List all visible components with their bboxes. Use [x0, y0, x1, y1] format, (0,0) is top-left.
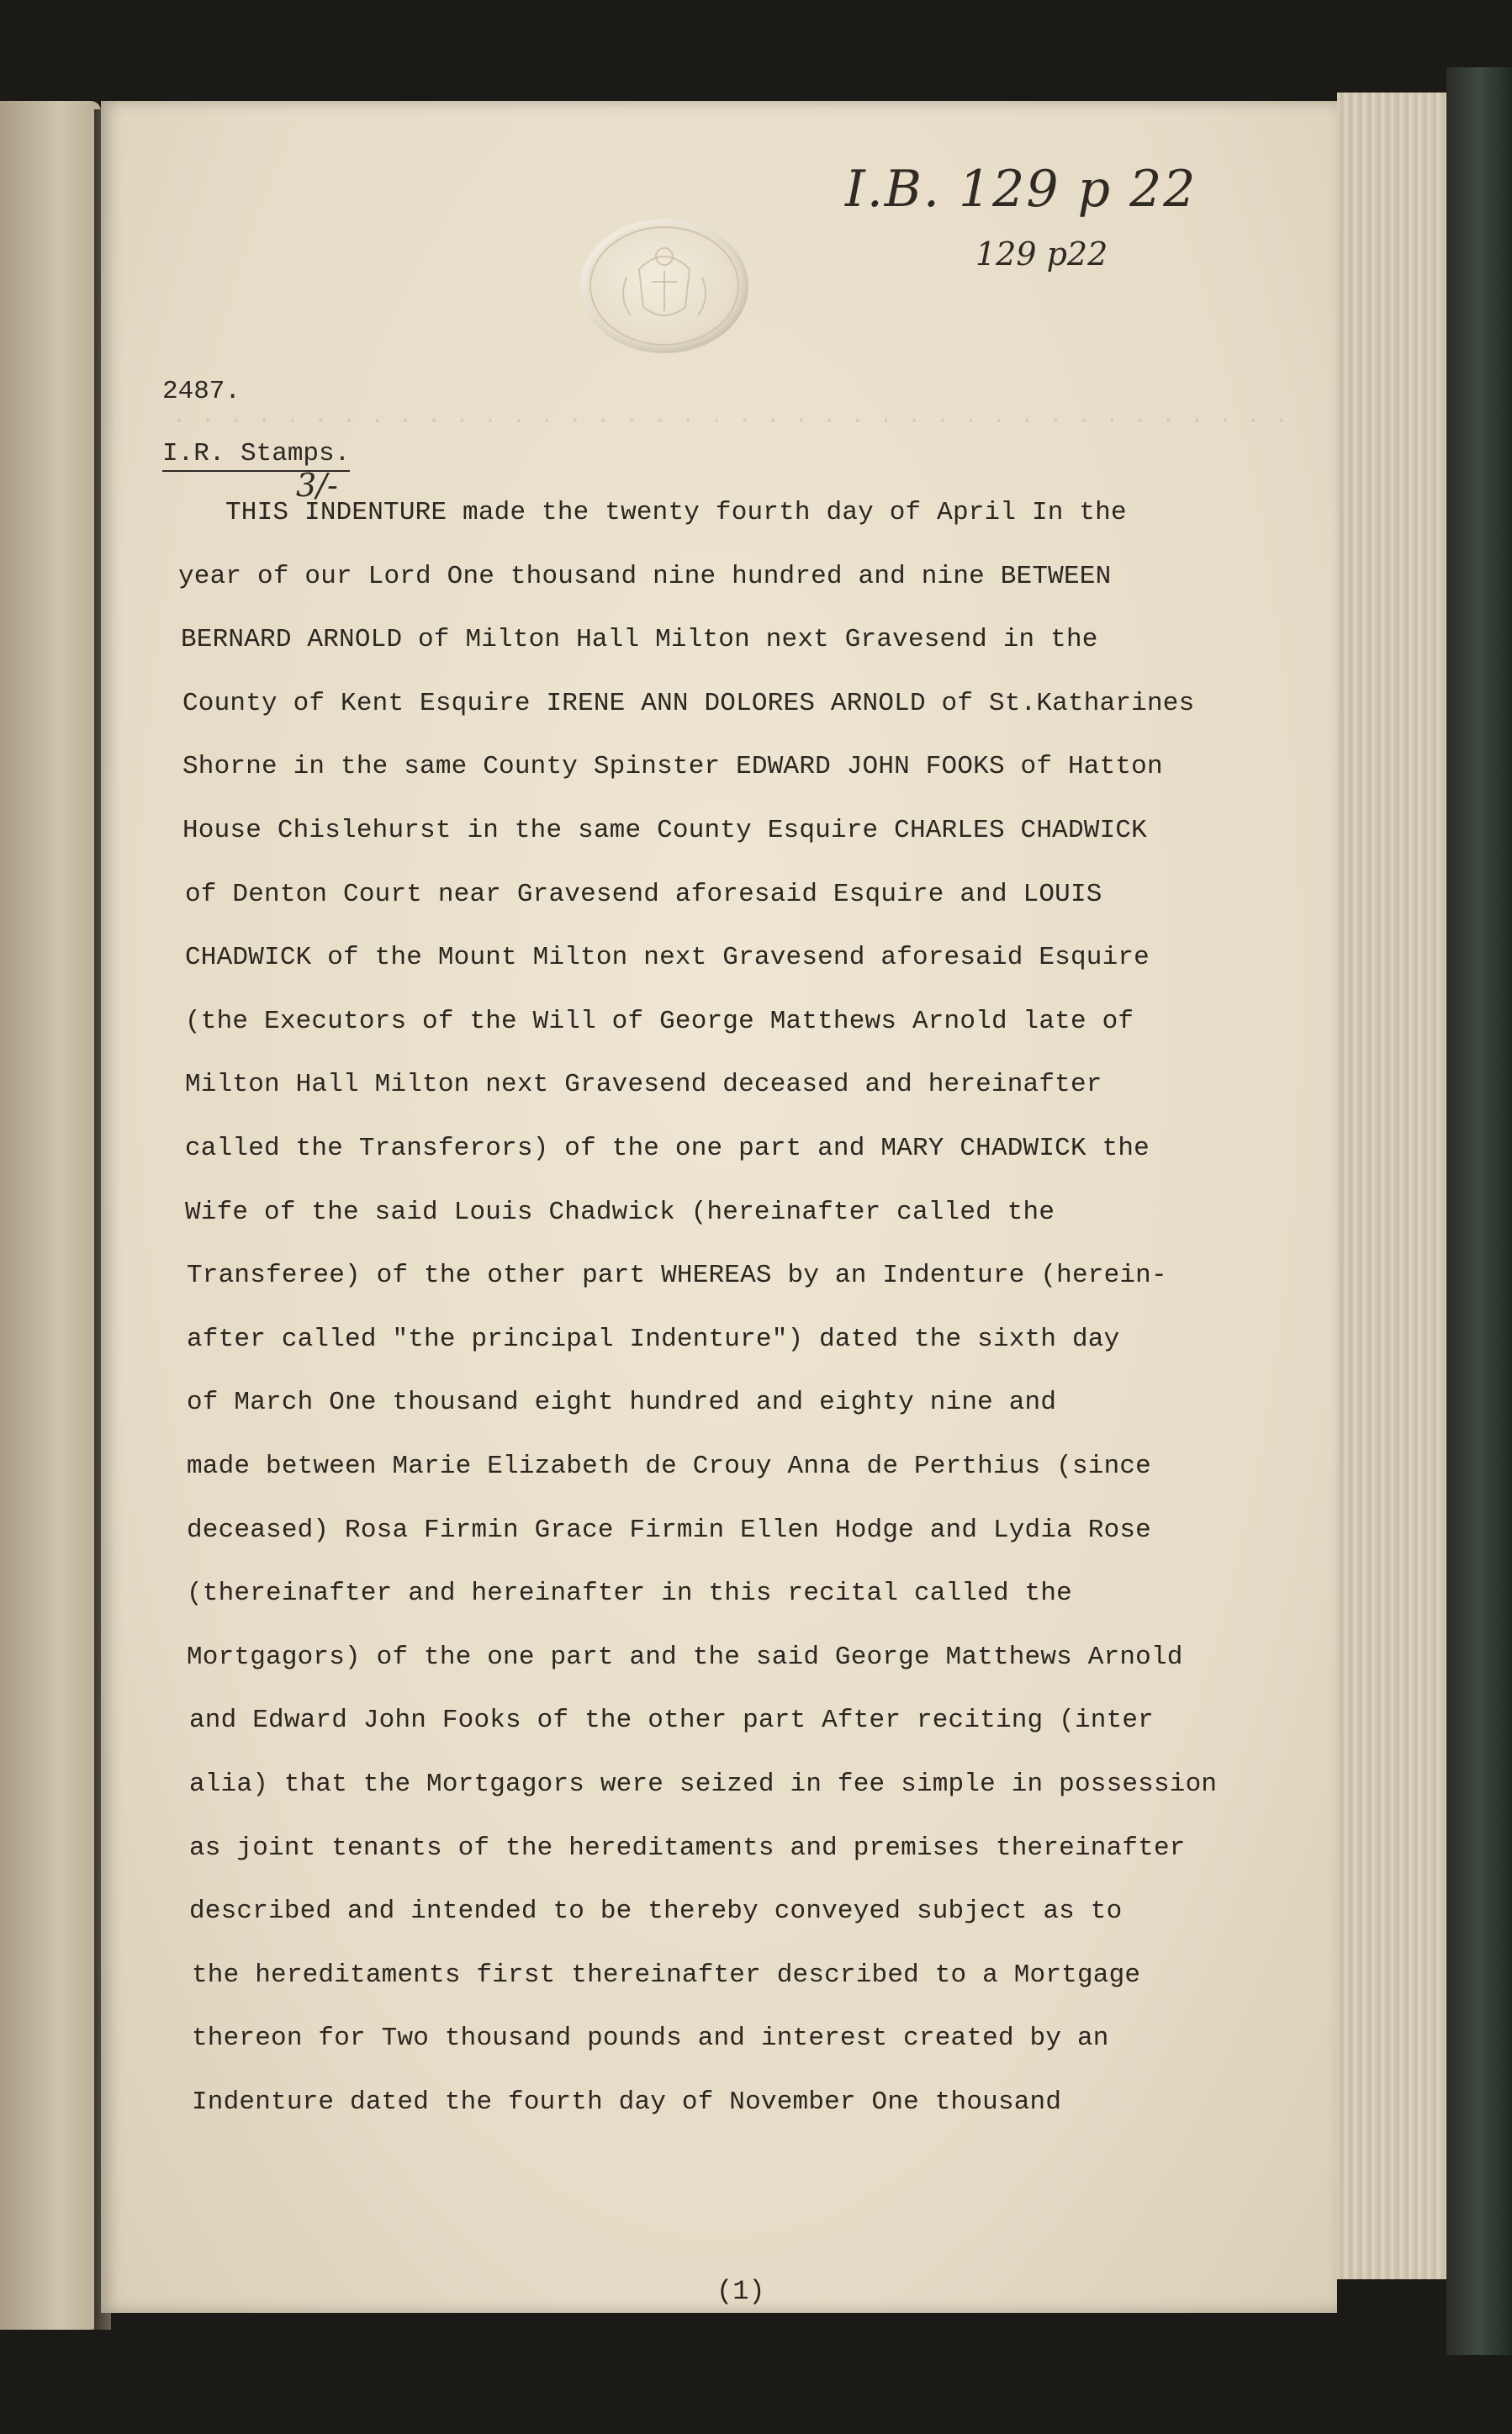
body-line: thereon for Two thousand pounds and interest created by an [192, 2024, 1109, 2053]
book-cover-edge [1446, 67, 1512, 2355]
body-line: as joint tenants of the hereditaments and premises thereinafter [189, 1833, 1186, 1863]
page-number: (1) [716, 2276, 765, 2307]
body-line: (the Executors of the Will of George Matthews Arnold late of [185, 1007, 1134, 1036]
archive-reference-secondary: 129 p22 [975, 235, 1108, 273]
stamps-label: I.R. Stamps. [162, 439, 350, 472]
body-line: made between Marie Elizabeth de Crouy Anna de Perthius (since [187, 1452, 1151, 1481]
body-line: of March One thousand eight hundred and eighty nine and [187, 1388, 1057, 1417]
body-line: deceased) Rosa Firmin Grace Firmin Ellen Hodge and Lydia Rose [187, 1516, 1151, 1545]
body-line: BERNARD ARNOLD of Milton Hall Milton next Gravesend in the [181, 625, 1098, 654]
body-line: year of our Lord One thousand nine hundred and nine BETWEEN [178, 562, 1112, 591]
body-line: County of Kent Esquire IRENE ANN DOLORES ARNOLD of St.Katharines [182, 689, 1195, 718]
facing-page-edge [0, 101, 101, 2330]
body-line: and Edward John Fooks of the other part After reciting (inter [189, 1706, 1154, 1735]
bleed-through-text: . . . . . . . . . . . . . . . . . . . . . . . . . . . . . . . . . . . . . . . . [172, 404, 1289, 430]
page-stack-edges [1337, 93, 1455, 2279]
body-line: Milton Hall Milton next Gravesend deceased and hereinafter [185, 1070, 1102, 1099]
document-page [101, 101, 1337, 2313]
body-line: Transferee) of the other part WHEREAS by an Indenture (herein- [187, 1261, 1167, 1290]
body-line: of Denton Court near Gravesend aforesaid Esquire and LOUIS [185, 880, 1102, 909]
body-line: Shorne in the same County Spinster EDWARD JOHN FOOKS of Hatton [182, 752, 1163, 781]
archive-reference: I.B. 129 p 22 [845, 160, 1197, 219]
body-line: Wife of the said Louis Chadwick (hereinafter called the [185, 1198, 1055, 1227]
body-line: CHADWICK of the Mount Milton next Gravesend aforesaid Esquire [185, 943, 1150, 972]
body-line: Indenture dated the fourth day of November One thousand [192, 2087, 1062, 2117]
body-line: House Chislehurst in the same County Esquire CHARLES CHADWICK [182, 816, 1147, 845]
body-line: described and intended to be thereby conveyed subject as to [189, 1897, 1123, 1926]
body-line: alia) that the Mortgagors were seized in fee simple in possession [189, 1770, 1218, 1799]
stamp-duty: 3/- [296, 467, 338, 504]
embossed-seal-icon [580, 219, 748, 353]
body-line: (thereinafter and hereinafter in this recital called the [187, 1579, 1072, 1608]
body-line: after called "the principal Indenture") dated the sixth day [187, 1325, 1120, 1354]
body-line: Mortgagors) of the one part and the said George Matthews Arnold [187, 1643, 1183, 1672]
document-number: 2487. [162, 377, 241, 406]
body-line: the hereditaments first thereinafter described to a Mortgage [192, 1960, 1141, 1990]
body-line: called the Transferors) of the one part and MARY CHADWICK the [185, 1134, 1150, 1163]
body-line: THIS INDENTURE made the twenty fourth day of April In the [225, 498, 1127, 527]
